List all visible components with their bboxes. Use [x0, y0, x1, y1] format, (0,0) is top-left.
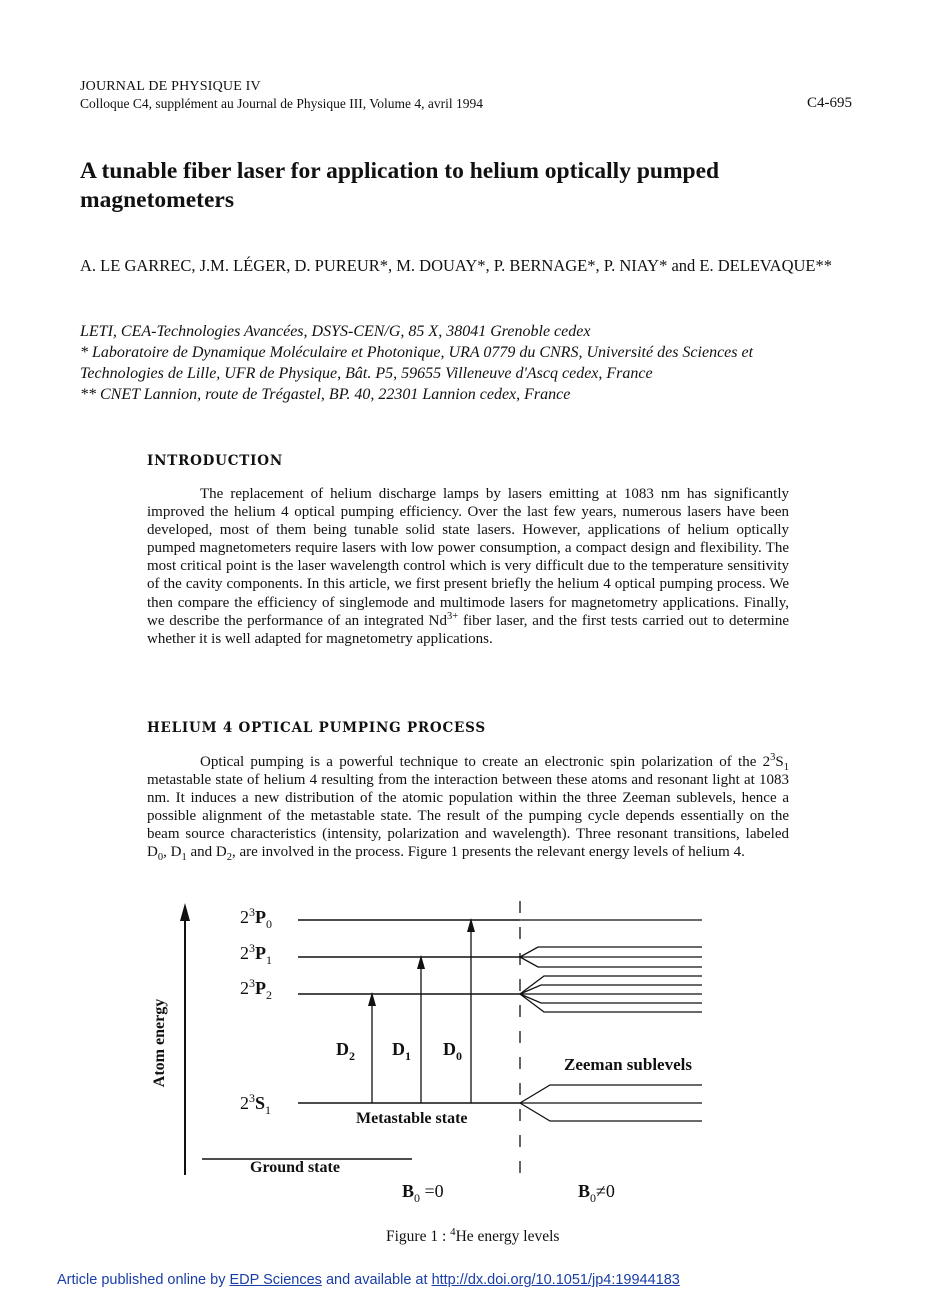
footer-text: and available at [321, 1272, 432, 1288]
b0-zero-label: $B_0 =0$ [402, 1181, 444, 1205]
affiliation-line: LETI, CEA-Technologies Avancées, DSYS-CEN/G, 85 X, 38041 Grenoble cedex [80, 323, 591, 340]
caption-text: He energy levels [455, 1228, 560, 1245]
body-text: , are involved in the process. Figure 1 presents the relevant energy levels of helium 4. [231, 844, 745, 861]
y-axis-label: Atom energy [151, 998, 168, 1088]
affiliation-line: * Laboratoire de Dynamique Moléculaire et Photonique, URA 0779 du CNRS, Université des Sciences et [80, 344, 754, 361]
superscript: 3+ [447, 610, 459, 622]
metastable-label: Metastable state [356, 1110, 468, 1127]
introduction-paragraph [147, 485, 789, 648]
zeeman-label: Zeeman sublevels [564, 1055, 692, 1074]
publisher-link[interactable]: EDP Sciences [229, 1272, 322, 1288]
energy-axis [180, 903, 190, 1175]
body-text: , D [163, 844, 182, 861]
page-number: C4-695 [807, 95, 852, 111]
level-label-2-3S1: $2^3S_1$ [240, 1091, 272, 1117]
body-text: and D [186, 844, 227, 861]
transition-label-d0: $D_0$ [443, 1039, 462, 1063]
transition-label-d1: $D_1$ [392, 1039, 411, 1063]
footer-text: Article published online by [57, 1272, 230, 1288]
section-heading-introduction: INTRODUCTION [147, 453, 283, 469]
section-heading-pumping: HELIUM 4 OPTICAL PUMPING PROCESS [147, 720, 486, 736]
caption-prefix: Figure 1 : [386, 1228, 451, 1245]
doi-link[interactable]: http://dx.doi.org/10.1051/jp4:19944183 [431, 1272, 680, 1288]
superscript: 3 [770, 752, 776, 763]
publication-footer [57, 1272, 680, 1288]
journal-issue: Colloque C4, supplément au Journal de Physique III, Volume 4, avril 1994 [80, 96, 483, 111]
level-label-2-3P0: $2^3P_0$ [240, 905, 272, 931]
pumping-paragraph [147, 753, 789, 862]
subscript: 2 [226, 852, 232, 864]
body-text: S [775, 754, 784, 770]
body-text: metastable state of helium 4 resulting from the interaction between these atoms and resonant light at 1083 nm. It induces a new distribution of the atomic population within the three Zeeman sublevels, hence a possible alignment of the metastable state. The result of the pumping cycle depends essentially on the beam source characteristics (intensity, polarization and wavelength). Three resonant transitions, labeled D [147, 772, 789, 861]
body-text: Optical pumping is a powerful technique to create an electronic spin polarization of the 2 [200, 754, 771, 770]
energy-level-figure [140, 893, 720, 1218]
affiliations [80, 321, 870, 405]
superscript: 4 [450, 1225, 456, 1238]
paper-title: A tunable fiber laser for application to helium optically pumped magnetometers [80, 158, 720, 213]
journal-name: JOURNAL DE PHYSIQUE IV [80, 79, 261, 94]
ground-label: Ground state [250, 1159, 340, 1176]
energy-level-diagram [140, 893, 720, 1213]
level-label-2-3P2: $2^3P_2$ [240, 976, 272, 1002]
affiliation-line: ** CNET Lannion, route de Trégastel, BP. 40, 22301 Lannion cedex, France [80, 386, 571, 403]
level-label-2-3P1: $2^3P_1$ [240, 941, 272, 967]
body-text: fiber laser, and the first tests carried out to determine whether it is well adapted for magnetometry applications. [147, 612, 790, 647]
transition-label-d2: $D_2$ [336, 1039, 355, 1063]
figure-caption [386, 1225, 560, 1246]
b0-nonzero-label: $B_0\ne 0$ [578, 1181, 615, 1205]
zeeman-sublevels [520, 920, 702, 1121]
affiliation-line: Technologies de Lille, UFR de Physique, Bât. P5, 59655 Villeneuve d'Ascq cedex, France [80, 365, 653, 382]
subscript: 0 [157, 852, 164, 864]
subscript: 1 [181, 852, 187, 864]
subscript: 1 [783, 762, 789, 773]
body-text: The replacement of helium discharge lamps by lasers emitting at 1083 nm has significantly improved the helium 4 optical pumping efficiency. Over the last few years, numerous lasers have been developed, most of them being tunable solid state lasers. However, applications of helium optically pumped magnetometers require lasers with low power consumption, a compact design and flexibility. The most critical point is the laser wavelength control which is very difficult due to the temperature sensitivity of the cavity components. In this article, we first present briefly the helium 4 optical pumping process. We then compare the efficiency of singlemode and multimode lasers for magnetometry applications. Finally, we describe the performance of an integrated Nd [147, 486, 789, 629]
author-list: A. LE GARREC, J.M. LÉGER, D. PUREUR*, M. DOUAY*, P. BERNAGE*, P. NIAY* and E. DELEVAQUE** [80, 256, 833, 275]
